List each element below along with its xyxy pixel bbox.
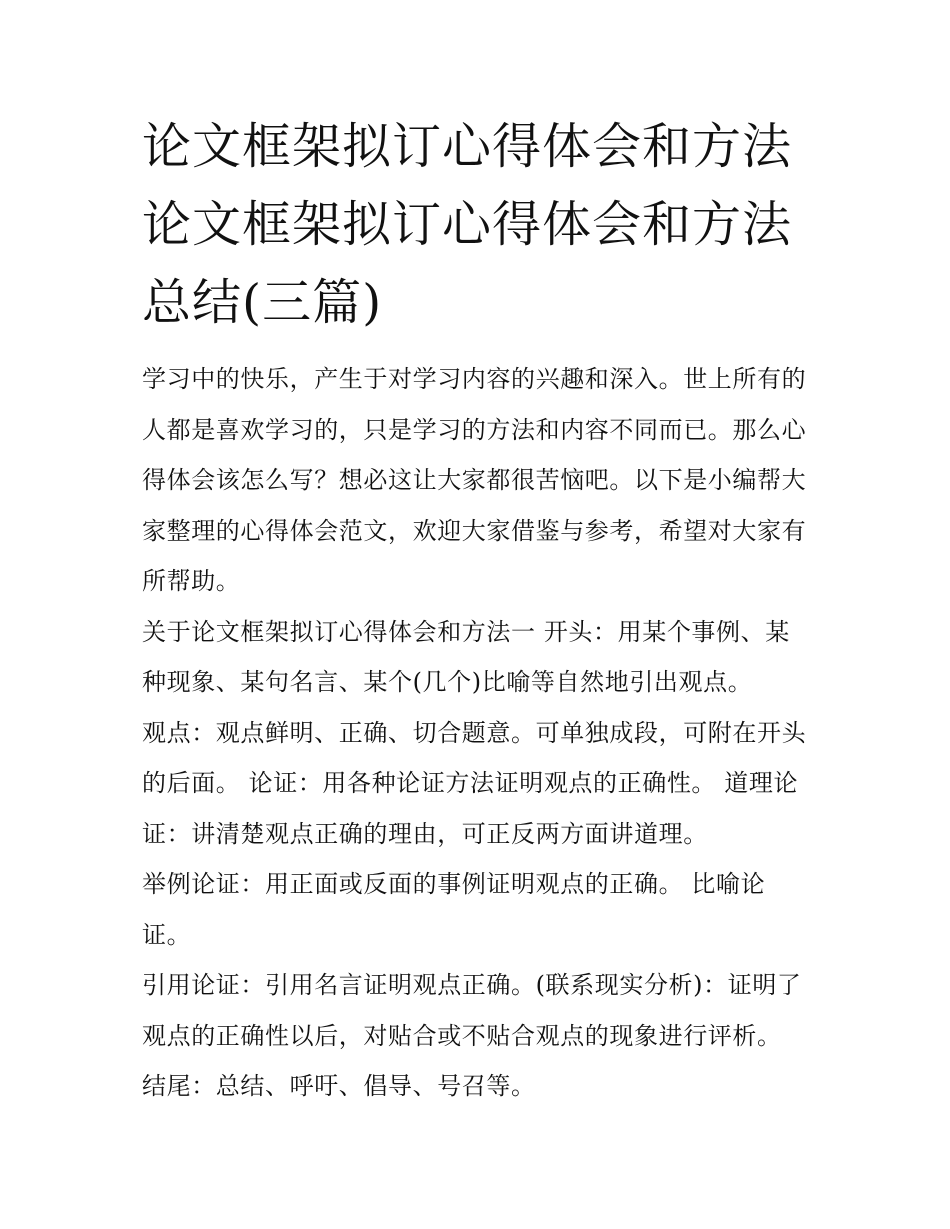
document-body xyxy=(142,108,814,1112)
title-line-3: 总结(三篇) xyxy=(142,274,383,331)
document-title xyxy=(142,108,814,342)
viewpoint-paragraph: 观点：观点鲜明、正确、切合题意。可单独成段，可附在开头的后面。 论证：用各种论证方法证明观点的正确性。 道理论证：讲清楚观点正确的理由，可正反两方面讲道理。 xyxy=(142,718,807,848)
title-line-1: 论文框架拟订心得体会和方法 xyxy=(142,118,793,175)
intro-paragraph: 学习中的快乐，产生于对学习内容的兴趣和深入。世上所有的人都是喜欢学习的，只是学习的方法和内容不同而已。那么心得体会该怎么写？想必这让大家都很苦恼吧。以下是小编帮大家整理的心得体会范文，欢迎大家借鉴与参考，希望对大家有所帮助。 xyxy=(142,365,807,595)
example-argument-paragraph: 举例论证：用正面或反面的事例证明观点的正确。 比喻论证。 xyxy=(142,870,766,949)
title-line-2: 论文框架拟订心得体会和方法 xyxy=(142,196,793,253)
ending-paragraph: 结尾：总结、呼吁、倡导、号召等。 xyxy=(142,1072,536,1100)
citation-argument-paragraph: 引用论证：引用名言证明观点正确。(联系现实分析)：证明了观点的正确性以后，对贴合或不贴合观点的现象进行评析。 xyxy=(142,971,802,1050)
opening-paragraph: 关于论文框架拟订心得体会和方法一 开头：用某个事例、某种现象、某句名言、某个(几个)比喻等自然地引出观点。 xyxy=(142,617,790,696)
